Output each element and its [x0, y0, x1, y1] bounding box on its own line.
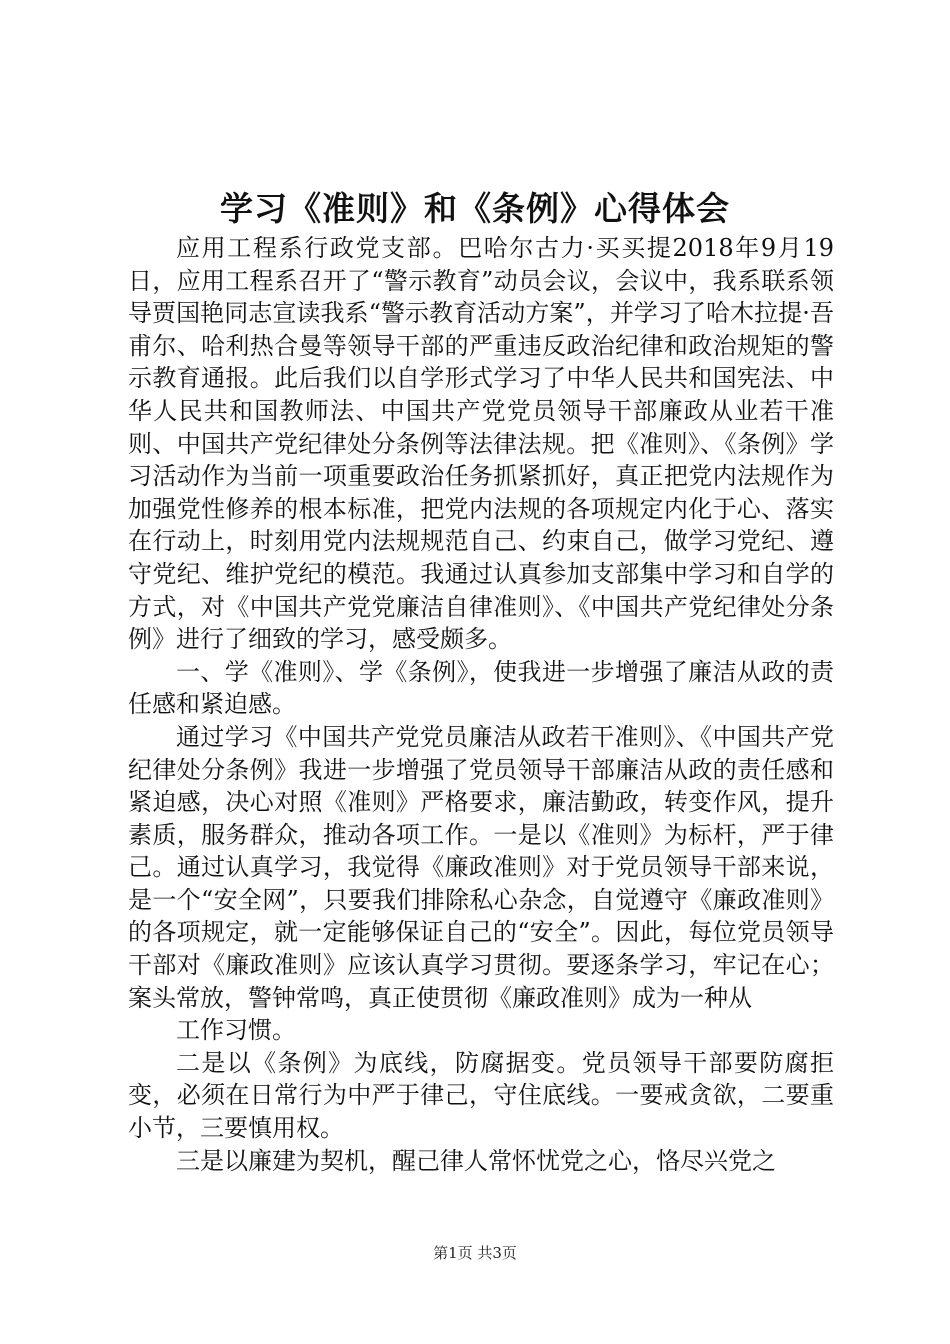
- paragraph-section-one-heading: 一、学《准则》、学《条例》，使我进一步增强了廉洁从政的责任感和紧迫感。: [128, 657, 834, 719]
- paragraph-point-three: 三是以廉建为契机，醒己律人常怀忧党之心，恪尽兴党之: [176, 1146, 776, 1175]
- paragraph-continuation: 工作习惯。: [176, 1016, 296, 1045]
- document-body: [128, 232, 834, 1177]
- paragraph-intro: 应用工程系行政党支部。巴哈尔古力·买买提2018年9月19日，应用工程系召开了“警示教育”动员会议，会议中，我系联系领导贾国艳同志宣读我系“警示教育活动方案”，并学习了哈木拉提·吾甫尔、哈利热合曼等领导干部的严重违反政治纪律和政治规矩的警示教育通报。此后我们以自学形式学习了中华人民共和国宪法、中华人民共和国教师法、中国共产党党员领导干部廉政从业若干准则、中国共产党纪律处分条例等法律法规。把《准则》、《条例》学习活动作为当前一项重要政治任务抓紧抓好，真正把党内法规作为加强党性修养的根本标准，把党内法规的各项规定内化于心、落实在行动上，时刻用党内法规规范自己、约束自己，做学习党纪、遵守党纪、维护党纪的模范。我通过认真参加支部集中学习和自学的方式，对《中国共产党党廉洁自律准则》、《中国共产党纪律处分条例》进行了细致的学习，感受颇多。: [128, 234, 834, 654]
- page-footer: 第1页 共3页: [433, 1244, 517, 1262]
- document-title: 学习《准则》和《条例》心得体会: [220, 189, 730, 228]
- paragraph-point-two: 二是以《条例》为底线，防腐据变。党员领导干部要防腐拒变，必须在日常行为中严于律己，守住底线。一要戒贪欲，二要重小节，三要慎用权。: [128, 1048, 834, 1143]
- paragraph-section-one-body: 通过学习《中国共产党党员廉洁从政若干准则》、《中国共产党纪律处分条例》我进一步增强了党员领导干部廉洁从政的责任感和紧迫感，决心对照《准则》严格要求，廉洁勤政，转变作风，提升素质，服务群众，推动各项工作。一是以《准则》为标杆，严于律己。通过认真学习，我觉得《廉政准则》对于党员领导干部来说，是一个“安全网”，只要我们排除私心杂念，自觉遵守《廉政准则》的各项规定，就一定能够保证自己的“安全”。因此，每位党员领导干部对《廉政准则》应该认真学习贯彻。要逐条学习，牢记在心；案头常放，警钟常鸣，真正使贯彻《廉政准则》成为一种从: [128, 722, 834, 1012]
